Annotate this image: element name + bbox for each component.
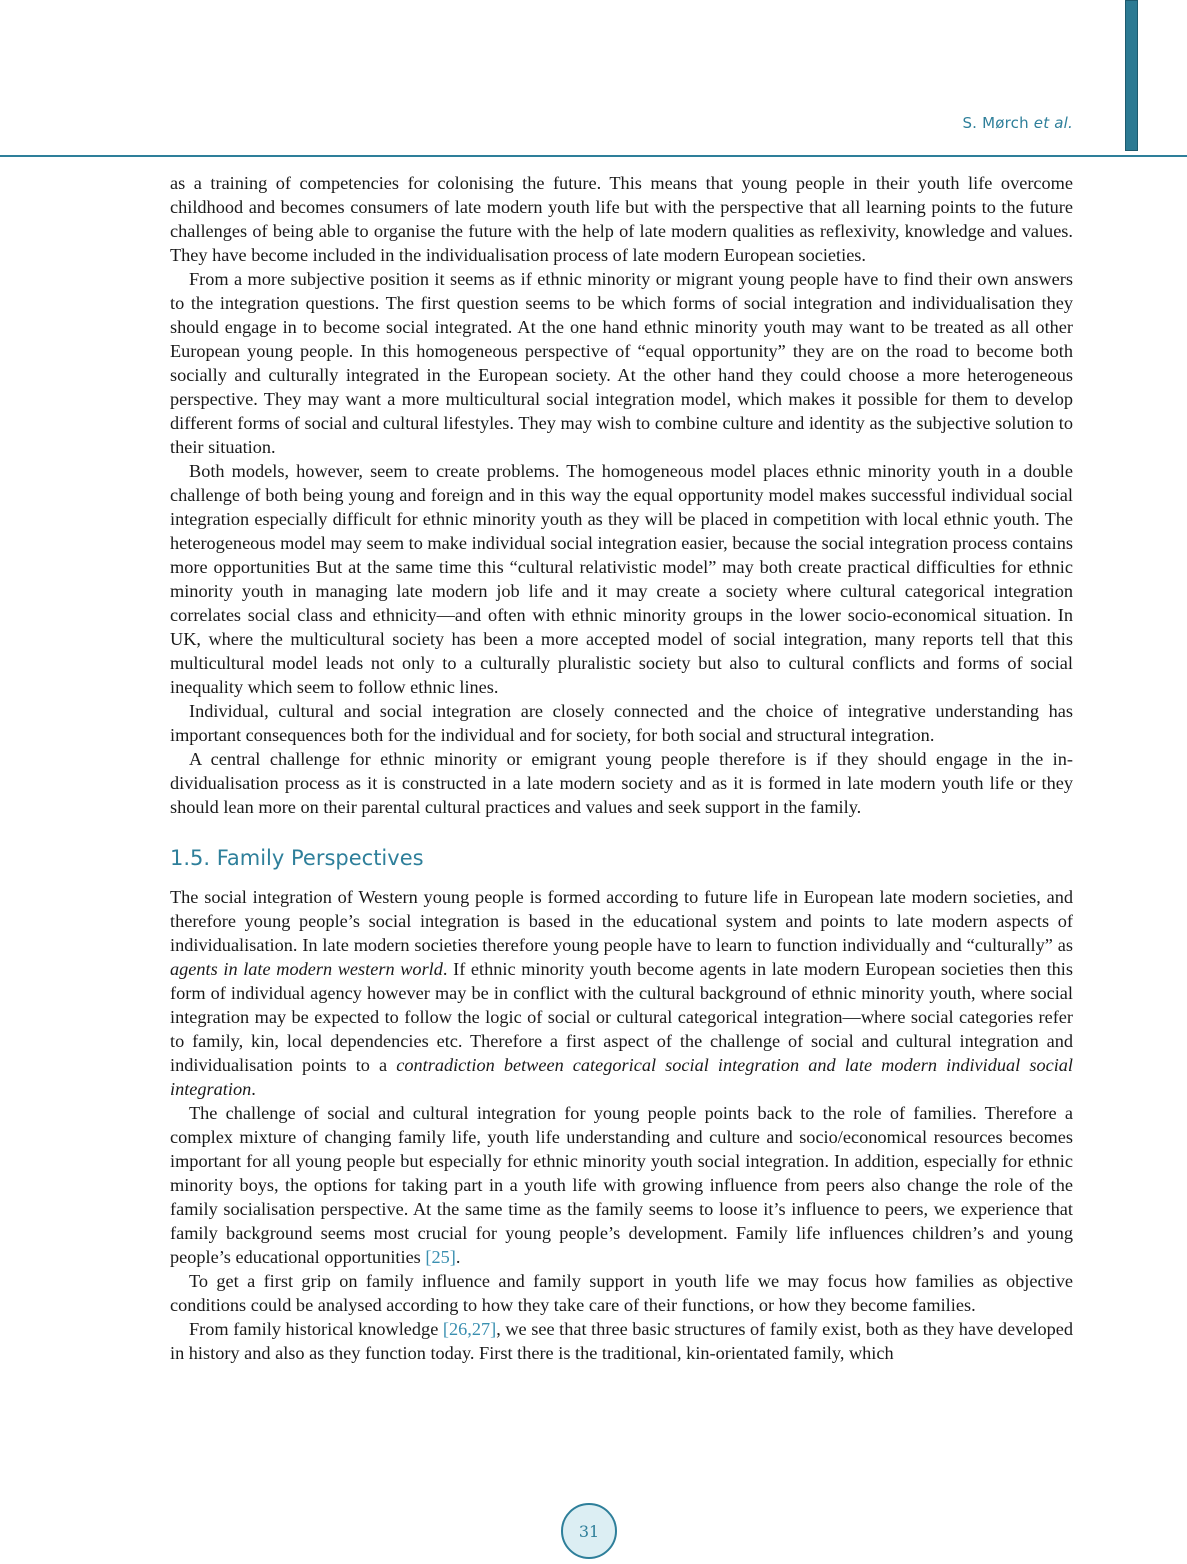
header-divider (0, 155, 1187, 157)
citation-link-25[interactable]: [25] (425, 1247, 456, 1267)
header-author: S. Mørch (962, 114, 1029, 132)
section-paragraph-3: To get a first grip on family influence and family support in youth life we may focus how families as objective conditions could be analysed according to how they take care of their functions, or how they become families. (170, 1271, 1073, 1315)
paragraph-5: A central challenge for ethnic minority or emigrant young people therefore is if they should engage in the individualisation process as it is constructed in a late modern society and as it is formed in late modern youth life or they should lean more on their parental cultural practices and values and seek support in the family. (170, 749, 1073, 817)
article-body (170, 171, 1073, 1365)
section-paragraph-2 (170, 1101, 1073, 1269)
citation-link-26-27[interactable]: [26,27] (442, 1319, 497, 1339)
page-number-badge (561, 1503, 617, 1559)
section-paragraph-2-text-b: . (455, 1247, 461, 1267)
section-heading: 1.5. Family Perspectives (170, 846, 424, 870)
section-paragraph-1-emphasis-2: contradiction between categorical social integration and late modern individual social integration (170, 1055, 1073, 1099)
running-header (962, 114, 1073, 132)
page-number: 31 (578, 1521, 600, 1541)
section-paragraph-4-text-a: From family historical knowledge (189, 1319, 443, 1339)
paragraph-1: as a training of competencies for colonising the future. This means that young people in their youth life overcome childhood and becomes consumers of late modern youth life but with the perspective that all learning points to the future challenges of being able to organise the future with the help of late modern qualities as reflexivity, knowledge and values. They have become included in the individualisation process of late modern European societies. (170, 173, 1073, 265)
paragraph-4: Individual, cultural and social integration are closely connected and the choice of integrative understanding has important consequences both for the individual and for society, for both social and structural integration. (170, 701, 1073, 745)
section-paragraph-1 (170, 885, 1073, 1101)
paragraph-3: Both models, however, seem to create problems. The homogeneous model places ethnic minority youth in a double challenge of both being young and foreign and in this way the equal opportunity model makes successful individual social integration especially difficult for ethnic minority youth as they will be placed in competition with local ethnic youth. The heterogeneous model may seem to make individual social integration easier, because the social integration process contains more opportunities But at the same time this “cultural relativistic model” may both create practical difficulties for ethnic minority youth in managing late modern job life and it may create a society where cultural categorical integration correlates social class and ethnicity—and often with ethnic minority groups in the lower socio-economical situation. In UK, where the multicultural society has been a more accepted model of social integration, many reports tell that this multicultural model leads not only to a culturally pluralistic society but also to cultural conflicts and forms of social inequality which seem to follow ethnic lines. (170, 461, 1073, 697)
section-paragraph-1-text-b: . If ethnic minority youth become agents in late modern European societies then this form of individual agency however may be in conflict with the cultural background of ethnic minority youth, where social integration may be expected to follow the logic of social or cultural categorical integration—where social categories refer to family, kin, local dependencies etc. Therefore a first aspect of the challenge of social and cultural integration and individualisation points to a (170, 959, 1073, 1075)
section-paragraph-4-text-b: , we see that three basic structures of family exist, both as they have developed in history and also as they function today. First there is the traditional, kin-orientated family, which (170, 1319, 1073, 1363)
header-etal: et al. (1033, 114, 1073, 132)
section-paragraph-1-text-a: The social integration of Western young people is formed according to future life in European late modern societies, and therefore young people’s social integration is based in the educational system and points to late modern aspects of individualisation. In late modern societies therefore young people have to learn to function individually and “culturally” as (170, 887, 1073, 955)
section-paragraph-4 (170, 1317, 1073, 1365)
section-paragraph-2-text-a: The challenge of social and cultural integration for young people points back to the role of families. Therefore a complex mixture of changing family life, youth life understanding and culture and socio/economical resources becomes important for all young people but especially for ethnic minority youth social integration. In addition, especially for ethnic minority boys, the options for taking part in a youth life with growing influence from peers also change the role of the family socialisation perspective. At the same time as the family seems to loose it’s influence to peers, we experience that family background seems most crucial for young people’s development. Family life influences children’s and young people’s educational opportunities (170, 1103, 1073, 1267)
paragraph-2: From a more subjective position it seems as if ethnic minority or migrant young people have to find their own answers to the integration questions. The first question seems to be which forms of social integration and individualisation they should engage in to become social integrated. At the one hand ethnic minority youth may want to be treated as all other European young people. In this homogeneous perspective of “equal opportunity” they are on the road to become both socially and culturally integrated in the European society. At the other hand they could choose a more heterogeneous perspective. They may want a more multicultural social integration model, which makes it possible for them to develop different forms of social and cultural lifestyles. They may wish to combine culture and identity as the subjective solution to their situation. (170, 269, 1073, 457)
decorative-side-bar (1125, 0, 1138, 151)
section-paragraph-1-text-c: . (251, 1079, 256, 1099)
section-paragraph-1-emphasis-1: agents in late modern western world (170, 959, 443, 979)
